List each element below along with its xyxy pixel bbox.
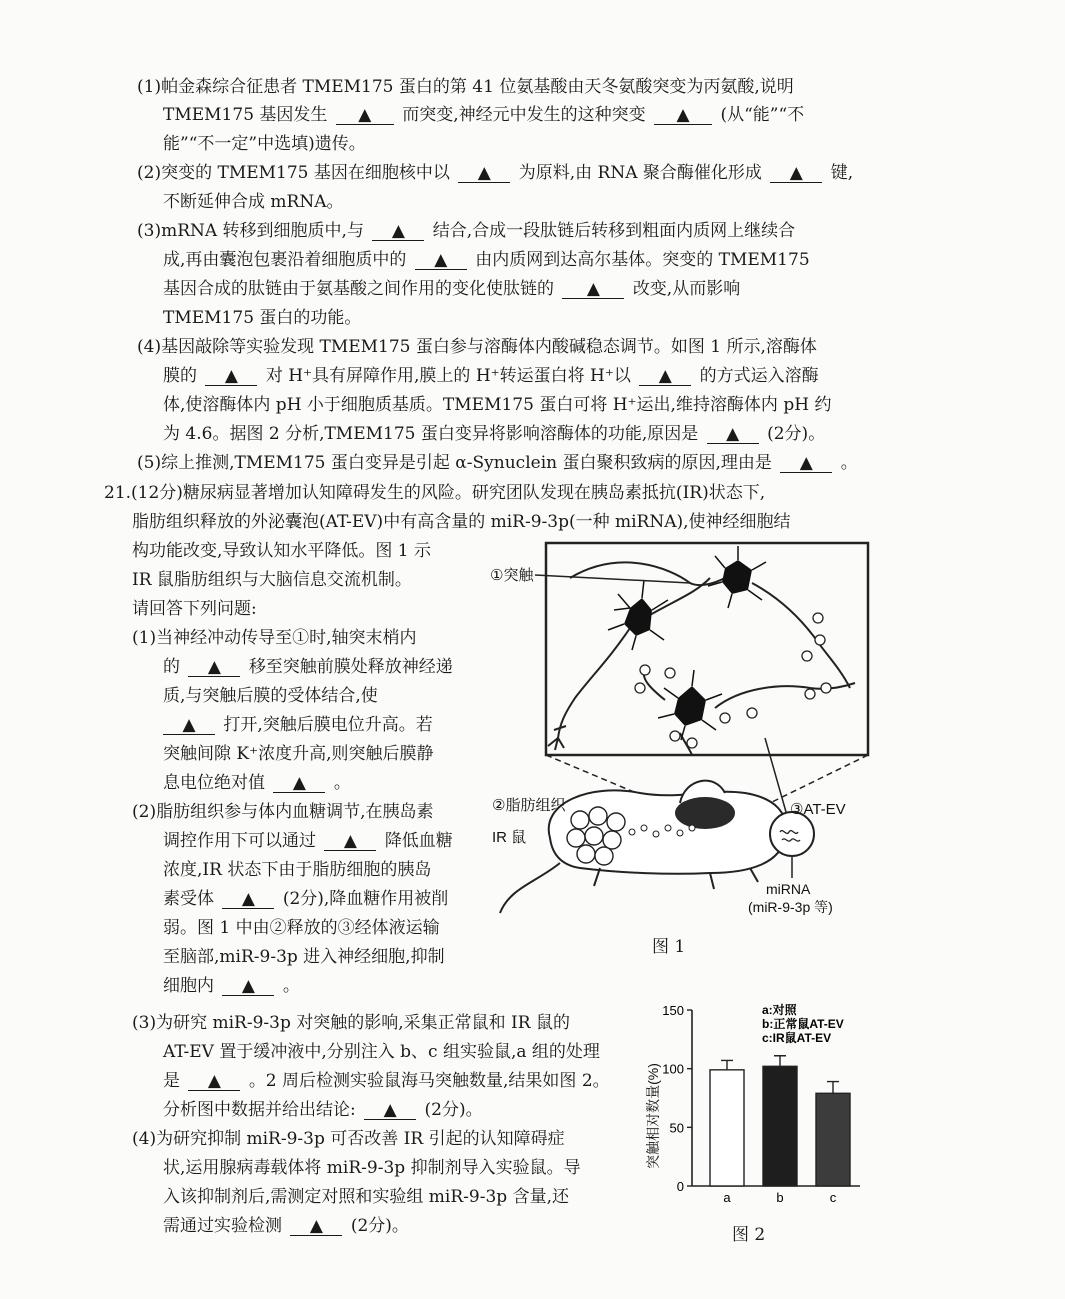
text: 质,与突触后膜的受体结合,使 bbox=[163, 686, 378, 706]
text: (2)脂肪组织参与体内血糖调节,在胰岛素 bbox=[132, 802, 434, 822]
text: 能”“不一定”中选填)遗传。 bbox=[163, 134, 366, 154]
text: 弱。图 1 中由②释放的③经体液运输 bbox=[163, 918, 440, 938]
answer-blank[interactable]: ▲ bbox=[770, 164, 822, 183]
text: 不断延伸合成 mRNA。 bbox=[163, 192, 344, 212]
answer-blank[interactable]: ▲ bbox=[205, 367, 257, 386]
q21-1-line4 bbox=[163, 714, 433, 736]
text: (2分)。 bbox=[350, 1216, 409, 1236]
q21-4-line3 bbox=[163, 1186, 569, 1208]
text: 需通过实验检测 bbox=[163, 1216, 282, 1236]
q21-intro-line1 bbox=[104, 482, 765, 504]
text: (4)基因敲除等实验发现 TMEM175 蛋白参与溶酶体内酸碱稳态调节。如图 1 所示,溶酶体 bbox=[137, 337, 817, 357]
text: TMEM175 蛋白的功能。 bbox=[163, 308, 362, 328]
y-tick-label: 0 bbox=[676, 1179, 684, 1194]
q21-1-line1 bbox=[132, 627, 416, 649]
answer-blank[interactable]: ▲ bbox=[639, 367, 691, 386]
text: (2)突变的 TMEM175 基因在细胞核中以 bbox=[137, 163, 450, 183]
label-atev: ③AT-EV bbox=[790, 801, 846, 818]
text: 键, bbox=[830, 163, 854, 183]
q20-2-line1 bbox=[137, 162, 853, 184]
text: 入该抑制剂后,需测定对照和实验组 miR-9-3p 含量,还 bbox=[163, 1187, 569, 1207]
text: (2分)。 bbox=[767, 424, 826, 444]
text: 调控作用下可以通过 bbox=[163, 831, 316, 851]
q21-intro-line5 bbox=[132, 598, 257, 620]
text: 改变,从而影响 bbox=[632, 279, 741, 299]
label-ir-mouse: IR 鼠 bbox=[492, 829, 527, 846]
text: 成,再由囊泡包裹沿着细胞质中的 bbox=[163, 250, 407, 270]
q20-3-line4 bbox=[163, 307, 361, 329]
text: 分析图中数据并给出结论: bbox=[163, 1100, 356, 1120]
q21-2-line7 bbox=[163, 975, 300, 997]
text: AT-EV 置于缓冲液中,分别注入 b、c 组实验鼠,a 组的处理 bbox=[163, 1042, 600, 1062]
x-tick-label: b bbox=[776, 1190, 784, 1205]
answer-blank[interactable]: ▲ bbox=[707, 425, 759, 444]
answer-blank[interactable]: ▲ bbox=[222, 977, 274, 996]
q21-2-line4 bbox=[163, 888, 448, 910]
text: (5)综上推测,TMEM175 蛋白变异是引起 α-Synuclein 蛋白聚积致病的原因,理由是 bbox=[137, 453, 772, 473]
answer-blank[interactable]: ▲ bbox=[780, 454, 832, 473]
text: 。2 周后检测实验鼠海马突触数量,结果如图 2。 bbox=[248, 1071, 610, 1091]
x-tick-label: c bbox=[829, 1190, 837, 1205]
q20-3-line2 bbox=[163, 249, 810, 271]
answer-blank[interactable]: ▲ bbox=[324, 832, 376, 851]
q21-2-line5 bbox=[163, 917, 440, 939]
text: 。 bbox=[333, 773, 351, 793]
label-mirna-detail: (miR-9-3p 等) bbox=[748, 899, 833, 915]
q21-intro-line4 bbox=[132, 569, 412, 591]
text: 为 4.6。据图 2 分析,TMEM175 蛋白变异将影响溶酶体的功能,原因是 bbox=[163, 424, 699, 444]
q20-1-line2 bbox=[163, 104, 804, 126]
text: 膜的 bbox=[163, 366, 197, 386]
q21-4-line4 bbox=[163, 1215, 409, 1237]
q21-intro-line3 bbox=[132, 540, 431, 562]
answer-blank[interactable]: ▲ bbox=[290, 1217, 342, 1236]
text: 为原料,由 RNA 聚合酶催化形成 bbox=[518, 163, 762, 183]
q20-5-line1 bbox=[137, 452, 858, 474]
bar-c bbox=[816, 1093, 850, 1186]
answer-blank[interactable]: ▲ bbox=[372, 222, 424, 241]
error-bar-a bbox=[721, 1060, 733, 1069]
figure-2-caption: 图 2 bbox=[732, 1225, 766, 1245]
text: 突触间隙 K⁺浓度升高,则突触后膜静 bbox=[163, 744, 434, 764]
q20-1-line1 bbox=[137, 76, 794, 98]
figure-1 bbox=[480, 538, 880, 928]
text: 是 bbox=[163, 1071, 180, 1091]
q21-2-line3 bbox=[163, 859, 431, 881]
q20-1-line3 bbox=[163, 133, 366, 155]
text: 对 H⁺具有屏障作用,膜上的 H⁺转运蛋白将 H⁺以 bbox=[265, 366, 631, 386]
answer-blank[interactable]: ▲ bbox=[273, 774, 325, 793]
q21-4-line2 bbox=[163, 1157, 581, 1179]
text: 脂肪组织释放的外泌囊泡(AT-EV)中有高含量的 miR-9-3p(一种 miRNA),使神经细胞结 bbox=[132, 512, 791, 532]
synapse-pointer bbox=[535, 575, 690, 583]
answer-blank[interactable]: ▲ bbox=[163, 716, 215, 735]
text: 的 bbox=[163, 657, 180, 677]
q20-4-line1 bbox=[137, 336, 817, 358]
answer-blank[interactable]: ▲ bbox=[654, 106, 712, 125]
error-bar-b bbox=[774, 1056, 786, 1067]
text: 请回答下列问题: bbox=[132, 599, 257, 619]
text: (2分),降血糖作用被削 bbox=[282, 889, 449, 909]
q20-4-line2 bbox=[163, 365, 819, 387]
text: (1)当神经冲动传导至①时,轴突末梢内 bbox=[132, 628, 417, 648]
legend-entry: c:IR鼠AT-EV bbox=[762, 1031, 832, 1045]
y-tick-label: 150 bbox=[662, 1003, 684, 1018]
text: TMEM175 基因发生 bbox=[163, 105, 328, 125]
figure-2-chart bbox=[640, 998, 880, 1238]
label-synapse: ①突触 bbox=[490, 567, 534, 584]
text: 打开,突触后膜电位升高。若 bbox=[223, 715, 433, 735]
neuron-body-2 bbox=[722, 560, 752, 594]
legend-entry: b:正常鼠AT-EV bbox=[762, 1017, 844, 1031]
brain bbox=[675, 797, 735, 829]
answer-blank[interactable]: ▲ bbox=[336, 106, 394, 125]
answer-blank[interactable]: ▲ bbox=[188, 1072, 240, 1091]
text: 浓度,IR 状态下由于脂肪细胞的胰岛 bbox=[163, 860, 432, 880]
text: 细胞内 bbox=[163, 976, 214, 996]
text: 。 bbox=[282, 976, 300, 996]
q21-3-line3 bbox=[163, 1070, 610, 1092]
neuron-body-3 bbox=[674, 686, 706, 726]
legend-entry: a:对照 bbox=[762, 1003, 797, 1017]
text: 体,使溶酶体内 pH 小于细胞质基质。TMEM175 蛋白可将 H⁺运出,维持溶酶体内 pH 约 bbox=[163, 395, 832, 415]
q21-1-line3 bbox=[163, 685, 378, 707]
text: (2分)。 bbox=[424, 1100, 483, 1120]
x-tick-label: a bbox=[723, 1190, 731, 1205]
q20-2-line2 bbox=[163, 191, 343, 213]
text: 至脑部,miR-9-3p 进入神经细胞,抑制 bbox=[163, 947, 445, 967]
text: 移至突触前膜处释放神经递 bbox=[248, 657, 453, 677]
q21-2-line1 bbox=[132, 801, 433, 823]
answer-blank[interactable]: ▲ bbox=[222, 890, 274, 909]
q21-3-line1 bbox=[132, 1012, 570, 1034]
q21-2-line2 bbox=[163, 830, 453, 852]
q21-intro-line2 bbox=[132, 511, 791, 533]
text: 而突变,神经元中发生的这种突变 bbox=[402, 105, 646, 125]
zoom-line bbox=[770, 755, 868, 803]
q20-4-line3 bbox=[163, 394, 831, 416]
answer-blank[interactable]: ▲ bbox=[458, 164, 510, 183]
y-axis-label: 突触相对数量(%) bbox=[645, 1063, 661, 1169]
q21-3-line2 bbox=[163, 1041, 600, 1063]
y-tick-label: 50 bbox=[669, 1120, 684, 1136]
text: (4)为研究抑制 miR-9-3p 可否改善 IR 引起的认知障碍症 bbox=[132, 1129, 565, 1149]
y-tick-label: 100 bbox=[662, 1061, 684, 1077]
text: 素受体 bbox=[163, 889, 214, 909]
answer-blank[interactable]: ▲ bbox=[188, 658, 240, 677]
q21-1-line5 bbox=[163, 743, 433, 765]
bar-b bbox=[763, 1066, 797, 1186]
bar-a bbox=[710, 1070, 744, 1186]
text: (1)帕金森综合征患者 TMEM175 蛋白的第 41 位氨基酸由天冬氨酸突变为丙氨酸,说明 bbox=[137, 77, 794, 97]
q21-4-line1 bbox=[132, 1128, 565, 1150]
q21-1-line6 bbox=[163, 772, 351, 794]
text: 构功能改变,导致认知水平降低。图 1 示 bbox=[132, 541, 432, 561]
text: 状,运用腺病毒载体将 miR-9-3p 抑制剂导入实验鼠。导 bbox=[163, 1158, 581, 1178]
vesicles bbox=[635, 613, 831, 748]
text: (从“能”“不 bbox=[720, 105, 805, 125]
text: 息电位绝对值 bbox=[163, 773, 265, 793]
label-fat-tissue: ②脂肪组织 bbox=[492, 797, 566, 814]
mouse-tail bbox=[500, 863, 560, 913]
text: 由内质网到达高尔基体。突变的 TMEM175 bbox=[475, 250, 810, 270]
text: 基因合成的肽链由于氨基酸之间作用的变化使肽链的 bbox=[163, 279, 554, 299]
figure-1-caption: 图 1 bbox=[652, 937, 686, 957]
q21-3-line4 bbox=[163, 1099, 483, 1121]
text: (3)为研究 miR-9-3p 对突触的影响,采集正常鼠和 IR 鼠的 bbox=[132, 1013, 570, 1033]
label-mirna: miRNA bbox=[766, 881, 811, 897]
text: 降低血糖 bbox=[384, 831, 453, 851]
atev-vesicle bbox=[770, 812, 814, 856]
q20-3-line3 bbox=[163, 278, 740, 300]
text: 。 bbox=[840, 453, 858, 473]
text: (3)mRNA 转移到细胞质中,与 bbox=[137, 221, 364, 241]
text: 21.(12分)糖尿病显著增加认知障碍发生的风险。研究团队发现在胰岛素抵抗(IR)状态下, bbox=[104, 483, 766, 503]
q21-2-line6 bbox=[163, 946, 445, 968]
error-bar-c bbox=[827, 1082, 839, 1094]
q20-4-line4 bbox=[163, 423, 825, 445]
answer-blank[interactable]: ▲ bbox=[415, 251, 467, 270]
q20-3-line1 bbox=[137, 220, 795, 242]
q21-1-line2 bbox=[163, 656, 453, 678]
text: 的方式运入溶酶 bbox=[699, 366, 819, 386]
chart-legend bbox=[762, 1002, 844, 1045]
text: 结合,合成一段肽链后转移到粗面内质网上继续合 bbox=[432, 221, 796, 241]
text: IR 鼠脂肪组织与大脑信息交流机制。 bbox=[132, 570, 412, 590]
answer-blank[interactable]: ▲ bbox=[364, 1101, 416, 1120]
answer-blank[interactable]: ▲ bbox=[562, 280, 624, 299]
